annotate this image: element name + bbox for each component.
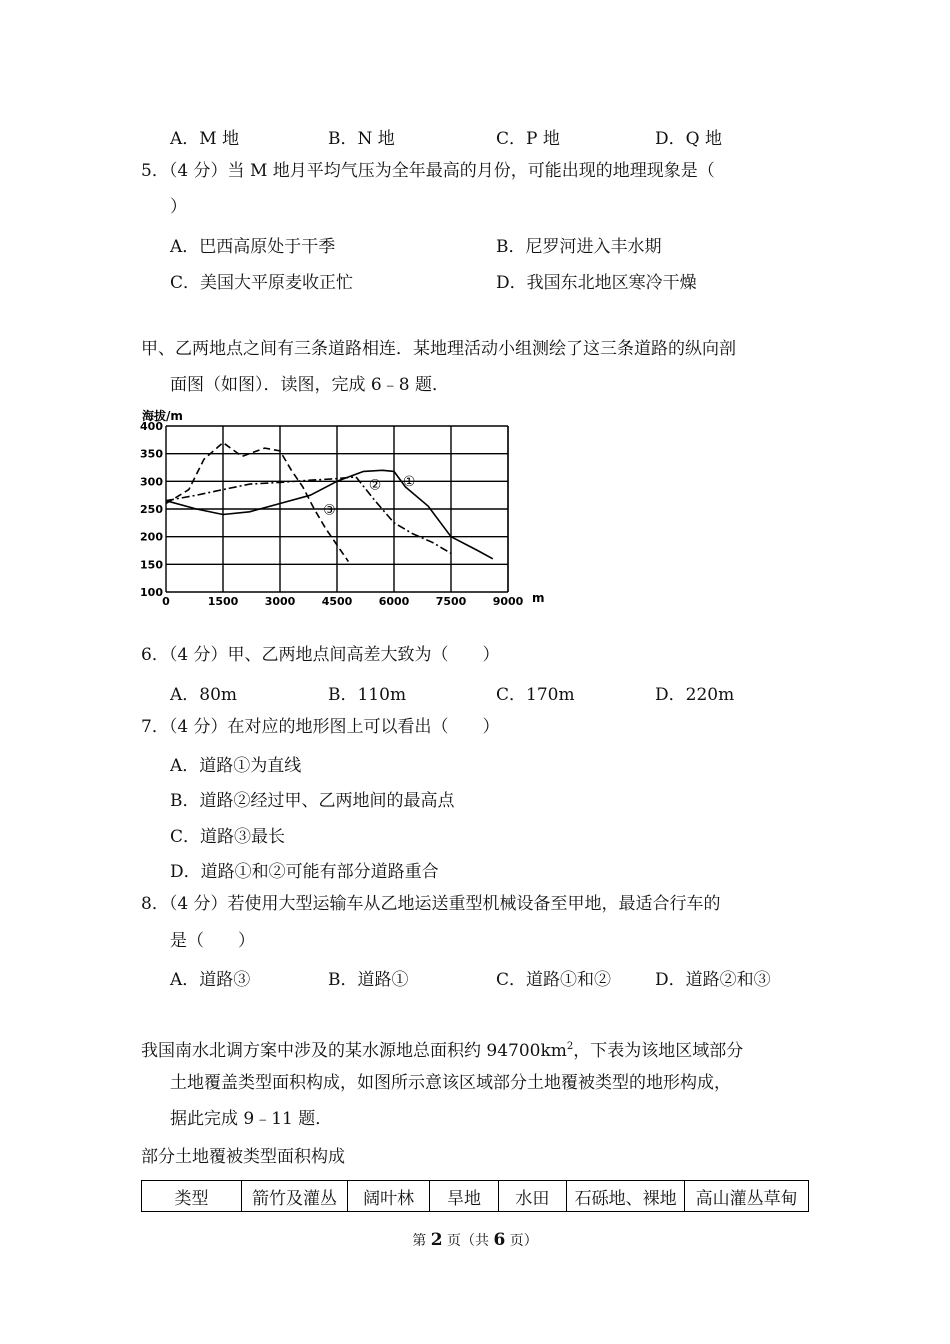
footer-prefix: 第 (412, 1233, 431, 1249)
y-tick-label: 100 (140, 586, 163, 599)
table-header-cell: 旱地 (430, 1181, 498, 1212)
table-header-cell: 水田 (498, 1181, 566, 1212)
q7-option-d: D．道路①和②可能有部分道路重合 (170, 862, 439, 882)
x-tick-label: 9000 (492, 595, 524, 608)
q6-option-d: D．220m (655, 685, 735, 705)
y-tick-label: 400 (140, 420, 163, 433)
q7-option-b: B．道路②经过甲、乙两地间的最高点 (170, 791, 455, 811)
x-tick-label: 7500 (435, 595, 467, 608)
intro-6-8-line1: 甲、乙两地点之间有三条道路相连．某地理活动小组测绘了这三条道路的纵向剖 (141, 339, 736, 359)
table-header-cell: 石砾地、裸地 (567, 1181, 685, 1212)
table-header-cell: 箭竹及灌丛 (242, 1181, 348, 1212)
y-tick-label: 350 (140, 447, 163, 461)
q8-option-a: A．道路③ (170, 970, 251, 990)
y-tick-label: 300 (140, 475, 163, 489)
q7-stem: 7．（4 分）在对应的地形图上可以看出（ ） (141, 717, 500, 737)
footer-total-pages: 6 (493, 1230, 506, 1250)
q4-option-a: A．M 地 (170, 129, 240, 149)
q6-option-a: A．80m (170, 685, 238, 705)
table-header-cell: 类型 (142, 1181, 242, 1212)
q7-option-a: A．道路①为直线 (170, 756, 302, 776)
page-footer (0, 1230, 950, 1250)
intro-9-11-line2: 土地覆盖类型面积构成，如图所示意该区域部分土地覆被类型的地形构成， (170, 1073, 731, 1093)
superscript-2: 2 (566, 1041, 574, 1052)
table-header-row (142, 1181, 809, 1212)
q8-stem-line2: 是（ ） (170, 931, 255, 951)
q4-option-d: D．Q 地 (655, 129, 722, 149)
x-axis-label: m (532, 591, 545, 605)
table-caption: 部分土地覆被类型面积构成 (141, 1147, 345, 1167)
intro-6-8-line2: 面图（如图）．读图，完成 6﹣8 题． (170, 375, 449, 395)
q5-stem-line2: ） (170, 197, 187, 217)
x-tick-label: 4500 (321, 595, 353, 608)
x-tick-label: 0 (162, 595, 170, 608)
q5-option-a: A．巴西高原处于干季 (170, 237, 336, 257)
land-cover-table (141, 1180, 809, 1212)
q6-stem: 6．（4 分）甲、乙两地点间高差大致为（ ） (141, 645, 500, 665)
q4-option-c: C．P 地 (496, 129, 560, 149)
y-axis-label: 海拔/m (142, 409, 183, 423)
y-tick-label: 150 (140, 558, 163, 572)
y-tick-label: 200 (140, 530, 163, 544)
table-header-cell: 阔叶林 (348, 1181, 430, 1212)
q8-option-d: D．道路②和③ (655, 970, 771, 990)
x-tick-label: 6000 (378, 595, 410, 608)
q8-stem-line1: 8．（4 分）若使用大型运输车从乙地运送重型机械设备至甲地，最适合行车的 (141, 894, 721, 914)
series-annotation-3: ③ (323, 502, 336, 519)
q6-option-c: C．170m (496, 685, 575, 705)
q5-stem-line1: 5．（4 分）当 M 地月平均气压为全年最高的月份，可能出现的地理现象是（ (141, 161, 715, 181)
road-profile-chart (136, 406, 556, 611)
q5-option-b: B．尼罗河进入丰水期 (496, 237, 662, 257)
q5-option-c: C．美国大平原麦收正忙 (170, 273, 354, 293)
footer-page-number: 2 (430, 1230, 443, 1250)
q5-option-d: D．我国东北地区寒冷干燥 (496, 273, 697, 293)
footer-middle: 页（共 (442, 1233, 494, 1249)
series-annotation-1: ① (402, 473, 416, 490)
x-tick-label: 1500 (207, 595, 239, 608)
q8-option-b: B．道路① (328, 970, 409, 990)
q6-option-b: B．110m (328, 685, 407, 705)
chart-grid (166, 426, 508, 592)
footer-suffix: 页） (505, 1233, 538, 1249)
q7-option-c: C．道路③最长 (170, 827, 286, 847)
x-tick-label: 3000 (264, 595, 296, 608)
intro-9-11-line1-b: ，下表为该地区域部分 (573, 1041, 744, 1061)
q4-option-b: B．N 地 (328, 129, 395, 149)
series-annotation-2: ② (368, 477, 382, 494)
intro-9-11-line1-a: 我国南水北调方案中涉及的某水源地总面积约 94700km (141, 1041, 567, 1061)
table-header-cell: 高山灌丛草甸 (685, 1181, 809, 1212)
intro-9-11-line1 (141, 1036, 743, 1062)
y-tick-label: 250 (140, 503, 163, 516)
q8-option-c: C．道路①和② (496, 970, 612, 990)
intro-9-11-line3: 据此完成 9﹣11 题． (170, 1109, 333, 1129)
series-line-3 (166, 443, 348, 562)
